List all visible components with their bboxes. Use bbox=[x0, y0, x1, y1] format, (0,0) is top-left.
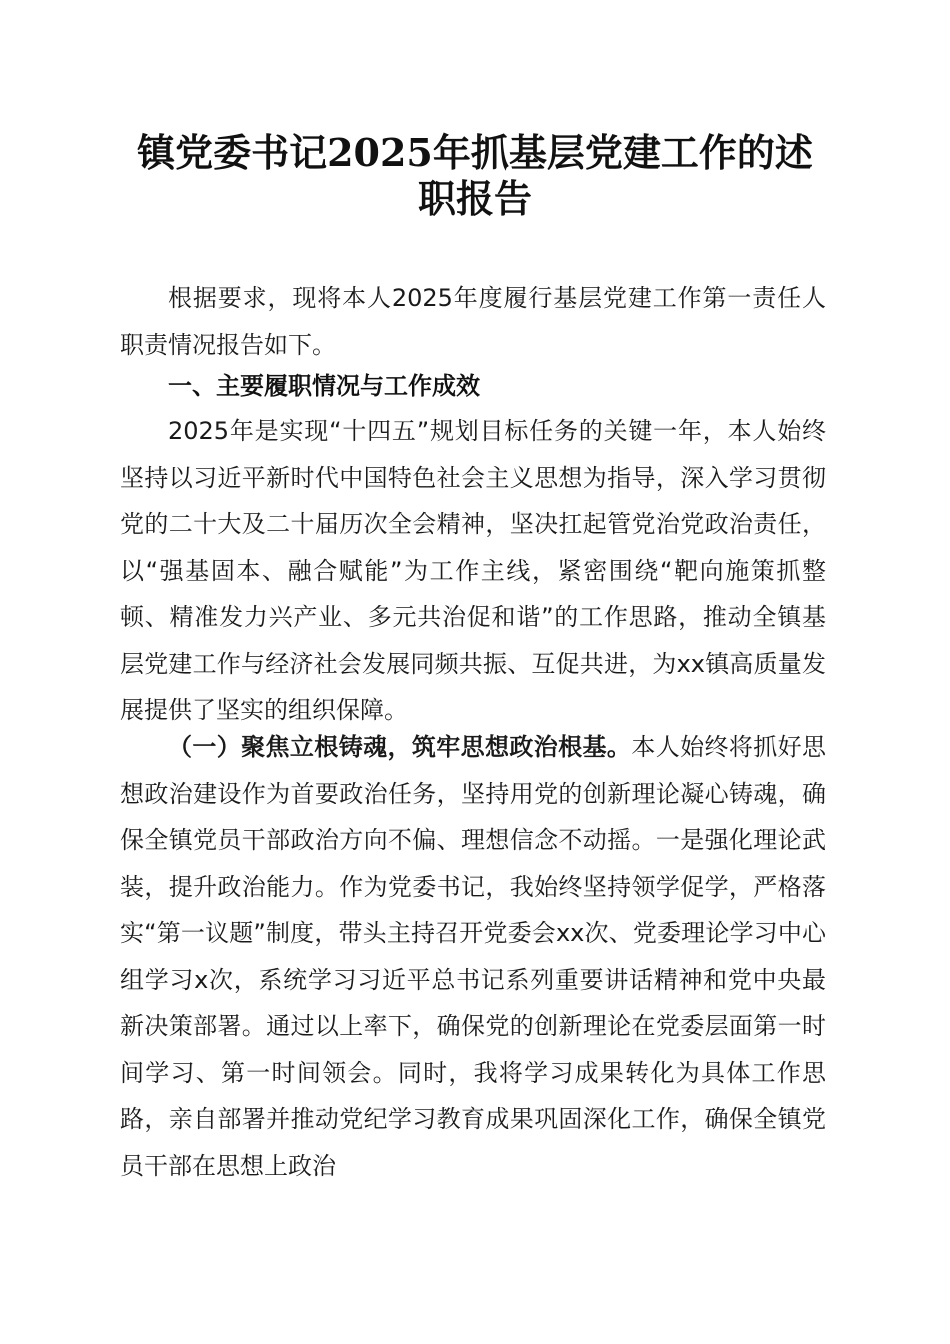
subsection-text: 本人始终将抓好思想政治建设作为首要政治任务，坚持用党的创新理论凝心铸魂，确保全镇党员干部政治方向不偏、理想信念不动摇。一是强化理论武装，提升政治能力。作为党委书记，我始终坚持领学促学，严格落实“第一议题”制度，带头主持召开党委会xx次、党委理论学习中心组学习x次，系统学习习近平总书记系列重要讲话精神和党中央最新决策部署。通过以上率下，确保党的创新理论在党委层面第一时间学习、第一时间领会。同时，我将学习成果转化为具体工作思路，亲自部署并推动党纪学习教育成果巩固深化工作，确保全镇党员干部在思想上政治 bbox=[120, 733, 827, 1180]
subsection-paragraph bbox=[120, 724, 826, 1189]
subsection-heading: （一）聚焦立根铸魂，筑牢思想政治根基。 bbox=[168, 733, 632, 761]
intro-paragraph: 根据要求，现将本人2025年度履行基层党建工作第一责任人职责情况报告如下。 bbox=[120, 284, 826, 359]
overview-paragraph: 2025年是实现“十四五”规划目标任务的关键一年，本人始终坚持以习近平新时代中国特色社会主义思想为指导，深入学习贯彻党的二十大及二十届历次全会精神，坚决扛起管党治党政治责任，以“强基固本、融合赋能”为工作主线，紧密围绕“靶向施策抓整顿、精准发力兴产业、多元共治促和谐”的工作思路，推动全镇基层党建工作与经济社会发展同频共振、互促共进，为xx镇高质量发展提供了坚实的组织保障。 bbox=[120, 417, 826, 724]
section-heading: 一、主要履职情况与工作成效 bbox=[168, 372, 480, 400]
document-title: 镇党委书记2025年抓基层党建工作的述职报告 bbox=[137, 130, 813, 221]
